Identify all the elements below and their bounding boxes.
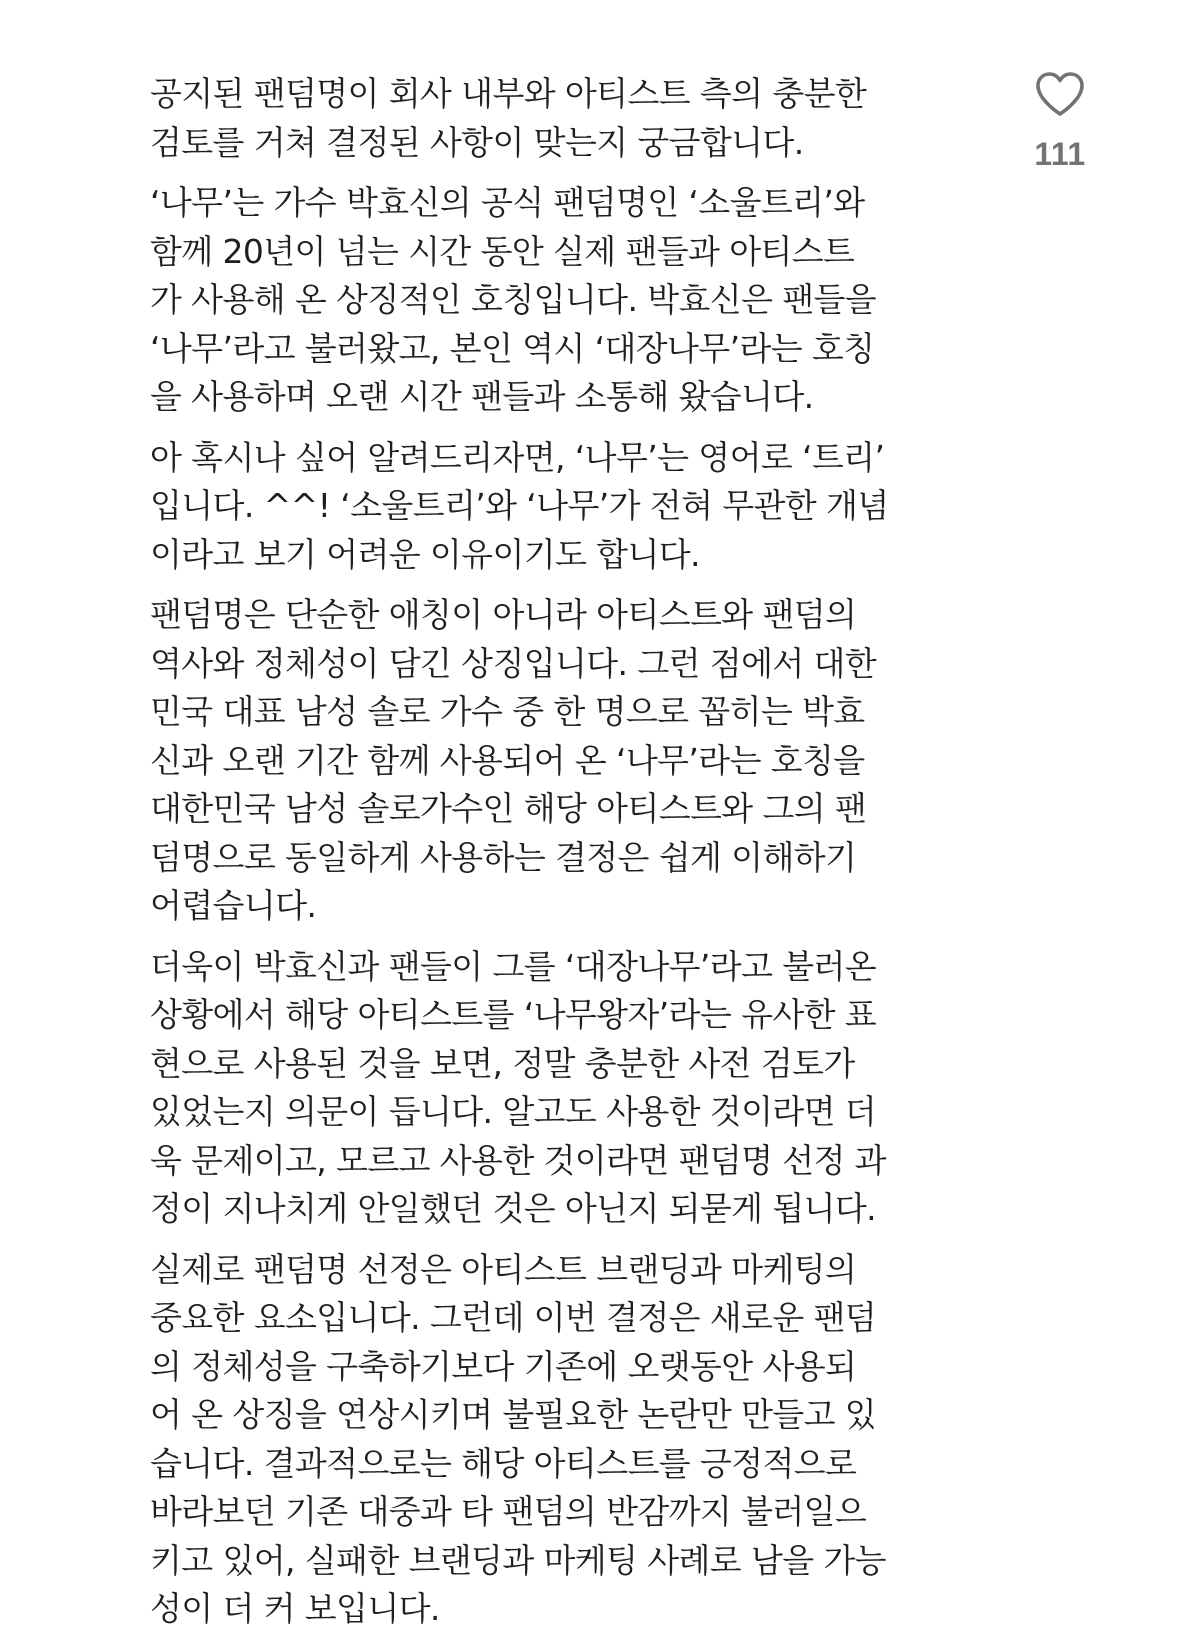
comment-line: 공지된 팬덤명이 회사 내부와 아티스트 측의 충분한 (150, 74, 867, 113)
comment-line: 입니다. ^^! ‘소울트리’와 ‘나무’가 전혀 무관한 개념 (150, 486, 889, 525)
comment-line: 상황에서 해당 아티스트를 ‘나무왕자’라는 유사한 표 (150, 995, 877, 1034)
comment-line: 팬덤명은 단순한 애칭이 아니라 아티스트와 팬덤의 (150, 595, 857, 634)
comment-line: 신과 오랜 기간 함께 사용되어 온 ‘나무’라는 호칭을 (150, 740, 865, 780)
comment-line: 아 혹시나 싶어 알려드리자면, ‘나무’는 영어로 ‘트리’ (150, 437, 885, 477)
comment-line: 실제로 팬덤명 선정은 아티스트 브랜딩과 마케팅의 (150, 1249, 857, 1289)
comment-paragraph (150, 434, 980, 580)
comment-line: 어렵습니다. (150, 886, 317, 925)
comment-line: 욱 문제이고, 모르고 사용한 것이라면 팬덤명 선정 과 (150, 1140, 886, 1180)
comment-line: ‘나무’는 가수 박효신의 공식 팬덤명인 ‘소울트리’와 (150, 183, 865, 222)
comment-paragraph (150, 179, 980, 422)
like-button[interactable] (1032, 70, 1088, 120)
comment-line: 성이 더 커 보입니다. (150, 1589, 440, 1628)
comment-line: 어 온 상징을 연상시키며 불필요한 논란만 만들고 있 (150, 1395, 877, 1434)
comment-line: 가 사용해 온 상징적인 호칭입니다. 박효신은 팬들을 (150, 280, 877, 319)
comment-text (150, 70, 980, 1646)
heart-outline-icon (1034, 70, 1086, 118)
comment-paragraph (150, 943, 980, 1234)
comment-line: 중요한 요소입니다. 그런데 이번 결정은 새로운 팬덤 (150, 1298, 877, 1337)
comment-line: 검토를 거쳐 결정된 사항이 맞는지 궁금합니다. (150, 122, 804, 162)
comment-line: 정이 지나치게 안일했던 것은 아닌지 되묻게 됩니다. (150, 1189, 877, 1228)
comment-line: 있었는지 의문이 듭니다. 알고도 사용한 것이라면 더 (150, 1092, 877, 1131)
comment-paragraph (150, 591, 980, 931)
comment-line: 덤명으로 동일하게 사용하는 결정은 쉽게 이해하기 (150, 837, 857, 877)
comment-line: 이라고 보기 어려운 이유이기도 합니다. (150, 534, 700, 574)
comment-line: 더욱이 박효신과 팬들이 그를 ‘대장나무’라고 불러온 (150, 946, 877, 986)
comment-line: 키고 있어, 실패한 브랜딩과 마케팅 사례로 남을 가능 (150, 1540, 886, 1580)
comment-line: 대한민국 남성 솔로가수인 해당 아티스트와 그의 팬 (150, 789, 867, 828)
comment-line: 을 사용하며 오랜 시간 팬들과 소통해 왔습니다. (150, 377, 814, 416)
comment-paragraph (150, 1246, 980, 1634)
comment-line: ‘나무’라고 불러왔고, 본인 역시 ‘대장나무’라는 호칭 (150, 328, 875, 368)
like-count: 111 (1034, 136, 1086, 172)
comment-paragraph (150, 70, 980, 167)
comment-line: 함께 20년이 넘는 시간 동안 실제 팬들과 아티스트 (150, 231, 855, 271)
comment-line: 습니다. 결과적으로는 해당 아티스트를 긍정적으로 (150, 1443, 857, 1483)
comment-line: 바라보던 기존 대중과 타 팬덤의 반감까지 불러일으 (150, 1492, 867, 1531)
like-area (1020, 70, 1100, 173)
comment-line: 민국 대표 남성 솔로 가수 중 한 명으로 꼽히는 박효 (150, 692, 865, 731)
comment-line: 역사와 정체성이 담긴 상징입니다. 그런 점에서 대한 (150, 643, 877, 683)
comment-line: 현으로 사용된 것을 보면, 정말 충분한 사전 검토가 (150, 1043, 855, 1083)
comment-line: 의 정체성을 구축하기보다 기존에 오랫동안 사용되 (150, 1346, 857, 1386)
